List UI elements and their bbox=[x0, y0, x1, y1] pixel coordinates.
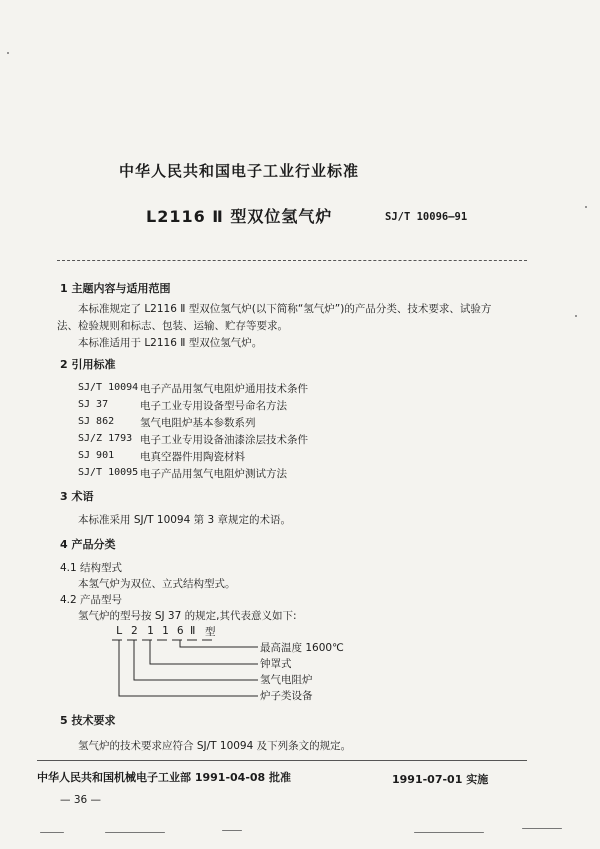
model-char-1a: 1 bbox=[147, 624, 154, 637]
model-label-bell-type: 钟罩式 bbox=[260, 658, 292, 670]
ref-title: 电子工业专用设备油漆涂层技术条件 bbox=[140, 434, 308, 446]
section-4-heading: 4 产品分类 bbox=[60, 538, 116, 551]
section-1-para1-line1: 本标准规定了 L2116 Ⅱ 型双位氢气炉(以下简称“氢气炉”)的产品分类、技术要求、试验方 bbox=[78, 303, 492, 315]
section-1-para2: 本标准适用于 L2116 Ⅱ 型双位氢气炉。 bbox=[78, 337, 263, 349]
model-label-furnace-equipment: 炉子类设备 bbox=[260, 690, 313, 702]
scan-speck bbox=[522, 828, 562, 829]
model-char-1b: 1 bbox=[162, 624, 169, 637]
section-3-heading: 3 术语 bbox=[60, 490, 94, 503]
section-5-para: 氢气炉的技术要求应符合 SJ/T 10094 及下列条文的规定。 bbox=[78, 740, 352, 752]
scan-speck bbox=[585, 206, 587, 208]
model-char-2: 2 bbox=[131, 624, 138, 637]
scan-speck bbox=[222, 830, 242, 831]
section-5-heading: 5 技术要求 bbox=[60, 714, 116, 727]
issuing-authority: 中华人民共和国机械电子工业部 1991-04-08 批准 bbox=[37, 771, 292, 784]
model-char-6: 6 bbox=[177, 624, 184, 637]
ref-code: SJ 862 bbox=[78, 416, 115, 427]
ref-code: SJ 37 bbox=[78, 399, 109, 410]
ref-title: 电真空器件用陶瓷材料 bbox=[140, 451, 245, 463]
scan-speck bbox=[414, 832, 484, 833]
scan-speck bbox=[575, 315, 577, 317]
scan-speck bbox=[40, 832, 64, 833]
model-char-l: L bbox=[116, 624, 123, 637]
model-label-hydrogen-furnace: 氢气电阻炉 bbox=[260, 674, 313, 686]
model-label-max-temp: 最高温度 1600℃ bbox=[260, 642, 344, 654]
scan-speck bbox=[105, 832, 165, 833]
ref-title: 电子产品用氢气电阻炉测试方法 bbox=[140, 468, 287, 480]
ref-title: 电子产品用氢气电阻炉通用技术条件 bbox=[140, 383, 308, 395]
section-4-1-heading: 4.1 结构型式 bbox=[60, 562, 123, 574]
header-divider bbox=[57, 260, 527, 261]
ref-code: SJ/T 10095 bbox=[78, 467, 139, 478]
page-number: — 36 — bbox=[60, 794, 102, 806]
section-4-1-para: 本氢气炉为双位、立式结构型式。 bbox=[78, 578, 236, 590]
section-1-para1-line2: 法、检验规则和标志、包装、运输、贮存等要求。 bbox=[57, 320, 288, 332]
ref-title: 电子工业专用设备型号命名方法 bbox=[140, 400, 287, 412]
model-suffix: 型 bbox=[205, 626, 216, 638]
section-1-heading: 1 主题内容与适用范围 bbox=[60, 282, 171, 295]
ref-code: SJ 901 bbox=[78, 450, 115, 461]
section-2-heading: 2 引用标准 bbox=[60, 358, 116, 371]
ref-code: SJ/Z 1793 bbox=[78, 433, 133, 444]
document-title: L2116 Ⅱ 型双位氢气炉 bbox=[146, 207, 333, 226]
section-4-2-para: 氢气炉的型号按 SJ 37 的规定,其代表意义如下: bbox=[78, 610, 297, 622]
ref-title: 氢气电阻炉基本参数系列 bbox=[140, 417, 256, 429]
section-3-para: 本标准采用 SJ/T 10094 第 3 章规定的术语。 bbox=[78, 514, 291, 526]
standard-category-title: 中华人民共和国电子工业行业标准 bbox=[119, 162, 360, 180]
scan-speck bbox=[7, 52, 9, 54]
model-char-roman-2: Ⅱ bbox=[190, 624, 196, 637]
section-4-2-heading: 4.2 产品型号 bbox=[60, 594, 123, 606]
ref-code: SJ/T 10094 bbox=[78, 382, 139, 393]
footer-divider bbox=[37, 760, 527, 761]
standard-code: SJ/T 10096—91 bbox=[385, 211, 468, 223]
effective-date: 1991-07-01 实施 bbox=[392, 773, 489, 786]
